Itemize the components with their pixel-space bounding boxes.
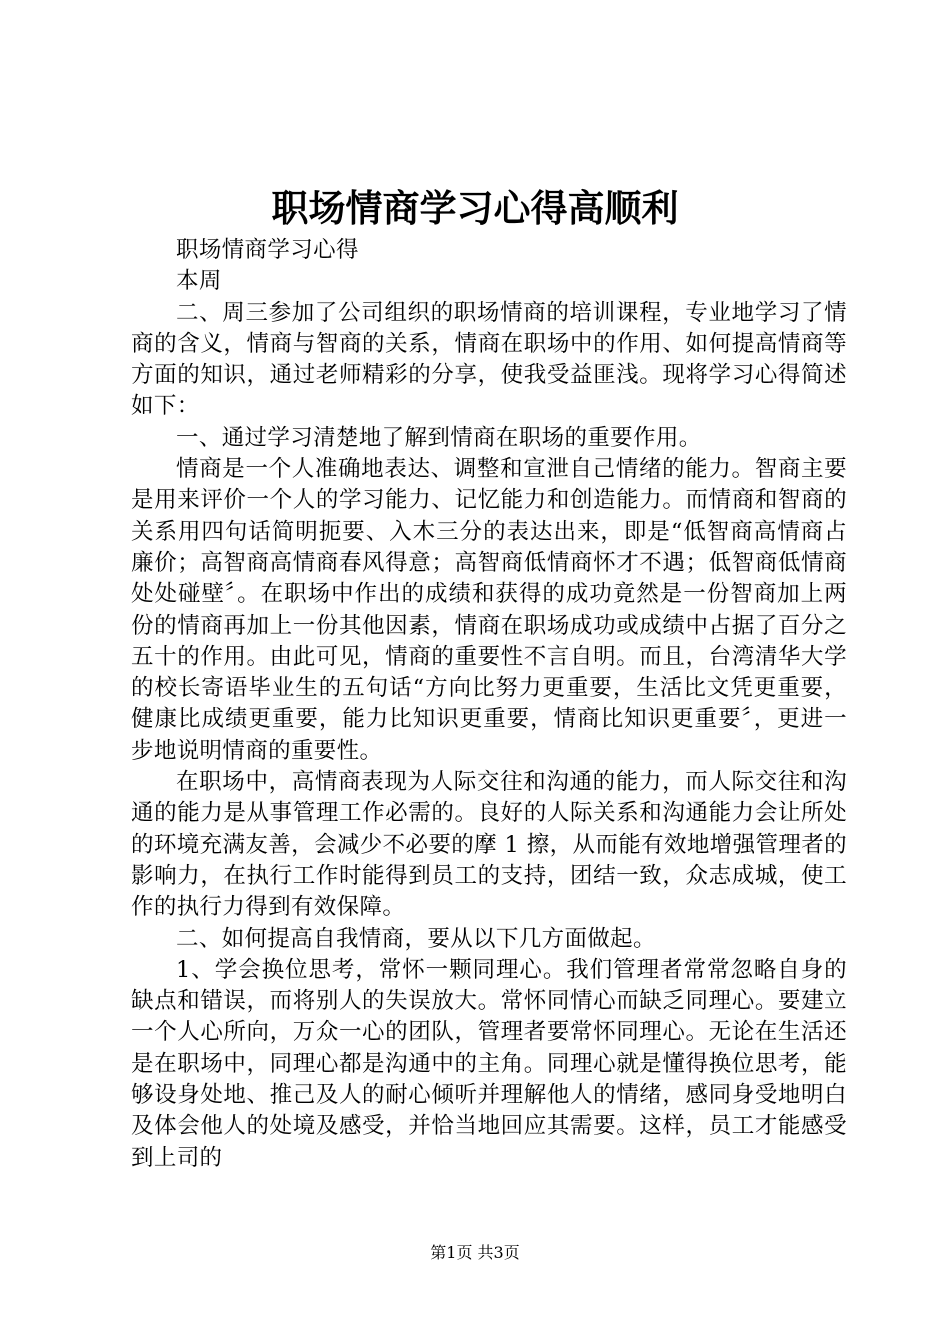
- paragraph-empathy: 1、学会换位思考，常怀一颗同理心。我们管理者常常忽略自身的缺点和错误，而将别人的失误放大。常怀同情心而缺乏同理心。要建立一个人心所向，万众一心的团队，管理者要常怀同理心。无论在生活还是在职场中，同理心都是沟通中的主角。同理心就是懂得换位思考，能够设身处地、推己及人的耐心倾听并理解他人的情绪，感同身受地明白及体会他人的处境及感受，并恰当地回应其需要。这样，员工才能感受到上司的: [131, 956, 847, 1171]
- section-heading-two: 二、如何提高自我情商，要从以下几方面做起。: [176, 925, 656, 952]
- section-heading-one: 一、通过学习清楚地了解到情商在职场的重要作用。: [176, 424, 702, 451]
- paragraph-workplace: 在职场中，高情商表现为人际交往和沟通的能力，而人际交往和沟通的能力是从事管理工作必需的。良好的人际关系和沟通能力会让所处的环境充满友善，会减少不必要的摩 1 擦，从而能有效地增强管理者的影响力，在执行工作时能得到员工的支持，团结一致，众志成城，使工作的执行力得到有效保障。: [131, 769, 847, 921]
- page-footer: 第1页 共3页: [430, 1243, 520, 1262]
- document-title: 职场情商学习心得高顺利: [271, 186, 679, 230]
- paragraph-intro: 二、周三参加了公司组织的职场情商的培训课程，专业地学习了情商的含义，情商与智商的关系，情商在职场中的作用、如何提高情商等方面的知识，通过老师精彩的分享，使我受益匪浅。现将学习心得简述如下：: [131, 299, 847, 420]
- paragraph-week: 本周: [176, 268, 222, 295]
- document-body: [131, 235, 847, 1174]
- paragraph-subtitle: 职场情商学习心得: [176, 237, 359, 263]
- paragraph-eq-definition: 情商是一个人准确地表达、调整和宣泄自己情绪的能力。智商主要是用来评价一个人的学习能力、记忆能力和创造能力。而情商和智商的关系用四句话简明扼要、入木三分的表达出来，即是“低智商高情商占廉价；高智商高情商春风得意；高智商低情商怀才不遇；低智商低情商处处碰壁〞。在职场中作出的成绩和获得的成功竟然是一份智商加上两份的情商再加上一份其他因素，情商在职场成功或成绩中占据了百分之五十的作用。由此可见，情商的重要性不言自明。而且，台湾清华大学的校长寄语毕业生的五句话“方向比努力更重要，生活比文凭更重要，健康比成绩更重要，能力比知识更重要，情商比知识更重要〞，更进一步地说明情商的重要性。: [131, 456, 847, 764]
